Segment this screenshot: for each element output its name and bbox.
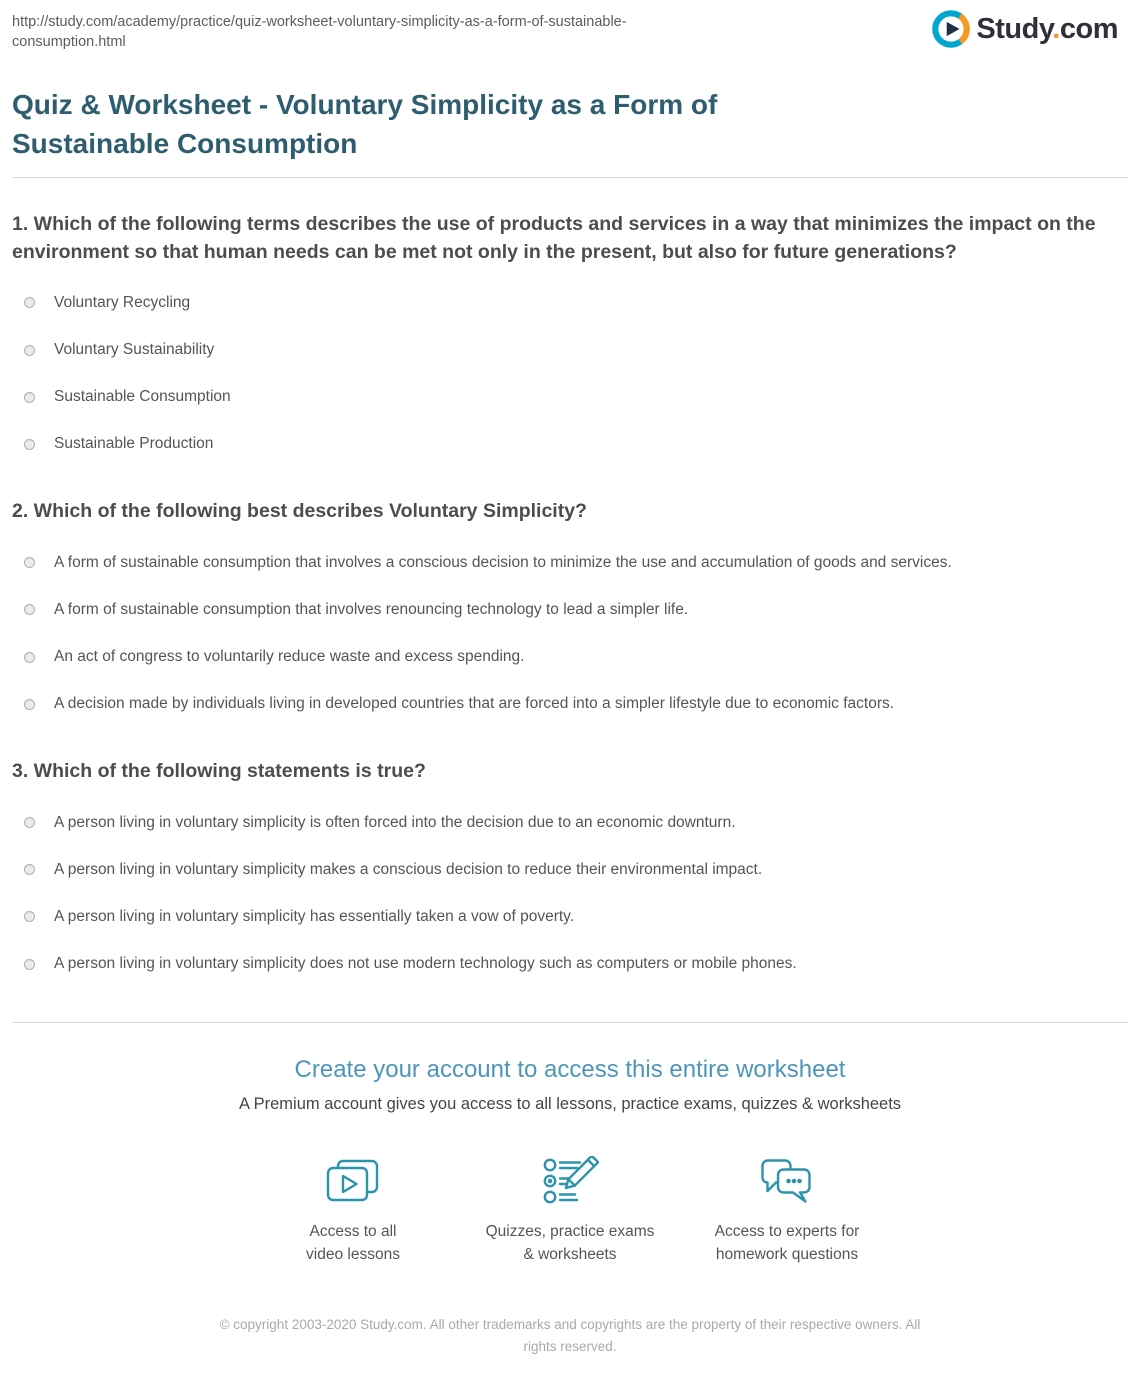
answer-option-label[interactable]: A person living in voluntary simplicity is often forced into the decision due to an economic downturn. <box>54 813 736 831</box>
answer-option[interactable] <box>24 293 1128 313</box>
premium-subheading: A Premium account gives you access to all lessons, practice exams, quizzes & worksheets <box>238 1095 902 1114</box>
radio-button[interactable] <box>24 864 35 875</box>
answer-option-label[interactable]: Sustainable Production <box>54 435 214 453</box>
answer-option-label[interactable]: A decision made by individuals living in developed countries that are forced into a simpler lifestyle due to economic factors. <box>54 695 895 713</box>
question-1-label: 1. Which of the following terms describes the use of products and services in a way that minimizes the impact on the environment so that human needs can be met not only in the present, but also for future generations? <box>12 213 1096 263</box>
answer-option-label[interactable]: A person living in voluntary simplicity does not use modern technology such as computers or mobile phones. <box>54 954 797 972</box>
answer-option-label[interactable]: A form of sustainable consumption that involves a conscious decision to minimize the use and accumulation of goods and services. <box>54 553 952 571</box>
answer-option[interactable] <box>24 553 1128 573</box>
page-title-line2: Sustainable Consumption <box>12 127 358 159</box>
answer-option[interactable] <box>24 387 1128 407</box>
feature-label-line2: homework questions <box>715 1245 859 1263</box>
answer-option-label[interactable]: Sustainable Consumption <box>54 388 231 406</box>
feature-label <box>470 1221 670 1266</box>
page-title-line1: Quiz & Worksheet - Voluntary Simplicity as a Form of <box>12 89 718 120</box>
page-title <box>12 86 1128 163</box>
question-2-label: 2. Which of the following best describes Voluntary Simplicity? <box>12 500 587 523</box>
answer-option[interactable] <box>24 434 1128 454</box>
radio-button[interactable] <box>24 652 35 663</box>
radio-button[interactable] <box>24 699 35 710</box>
question-2 <box>12 498 1128 714</box>
radio-button[interactable] <box>24 911 35 922</box>
create-account-section <box>12 1022 1128 1266</box>
answer-option-label[interactable]: A form of sustainable consumption that involves renouncing technology to lead a simpler life. <box>54 600 689 618</box>
answer-option[interactable] <box>24 813 1128 833</box>
video-lessons-icon <box>253 1152 453 1208</box>
copyright-text: © copyright 2003-2020 Study.com. All other trademarks and copyrights are the property of their respective owners. All rights reserved. <box>219 1317 921 1355</box>
logo-dot: . <box>1052 12 1060 45</box>
radio-button[interactable] <box>24 439 35 450</box>
feature-label-line1: Quizzes, practice exams <box>485 1223 655 1241</box>
answer-option-label[interactable]: An act of congress to voluntarily reduce waste and excess spending. <box>54 647 525 665</box>
feature-homework-experts <box>687 1152 887 1266</box>
feature-label-line2: & worksheets <box>523 1245 617 1263</box>
answer-option[interactable] <box>24 694 1128 714</box>
radio-button[interactable] <box>24 557 35 568</box>
question-3-label: 3. Which of the following statements is true? <box>12 760 426 783</box>
feature-quizzes-worksheets <box>470 1152 670 1266</box>
question-1 <box>12 211 1128 454</box>
page-footer <box>12 1314 1128 1359</box>
features-row <box>12 1152 1128 1266</box>
page-url <box>12 10 702 53</box>
feature-label-line2: video lessons <box>306 1245 400 1263</box>
answer-option-label[interactable]: A person living in voluntary simplicity has essentially taken a vow of poverty. <box>54 907 575 925</box>
answer-option-label[interactable]: A person living in voluntary simplicity makes a conscious decision to reduce their environmental impact. <box>54 860 763 878</box>
create-account-heading[interactable]: Create your account to access this entire worksheet <box>294 1056 846 1084</box>
studycom-play-icon <box>932 10 970 48</box>
quizzes-worksheets-icon <box>470 1152 670 1208</box>
feature-label-line1: Access to experts for <box>714 1223 860 1241</box>
answer-option[interactable] <box>24 647 1128 667</box>
radio-button[interactable] <box>24 297 35 308</box>
radio-button[interactable] <box>24 345 35 356</box>
feature-video-lessons <box>253 1152 453 1266</box>
logo-word-study: Study <box>976 12 1053 45</box>
studycom-logo[interactable] <box>932 10 1118 48</box>
feature-label <box>253 1221 453 1266</box>
radio-button[interactable] <box>24 817 35 828</box>
radio-button[interactable] <box>24 392 35 403</box>
page-url-line1: http://study.com/academy/practice/quiz-worksheet-voluntary-simplicity-as-a-form-of-sustainable- <box>12 14 627 30</box>
logo-word-com: com <box>1059 12 1118 45</box>
answer-option-label[interactable]: Voluntary Recycling <box>54 293 191 311</box>
experts-chat-icon <box>687 1152 887 1208</box>
radio-button[interactable] <box>24 959 35 970</box>
feature-label-line1: Access to all <box>309 1223 397 1241</box>
question-3 <box>12 758 1128 974</box>
page-header <box>12 10 1128 62</box>
answer-option-label[interactable]: Voluntary Sustainability <box>54 340 215 358</box>
title-divider <box>12 177 1128 178</box>
answer-option[interactable] <box>24 954 1128 974</box>
answer-option[interactable] <box>24 907 1128 927</box>
answer-option[interactable] <box>24 600 1128 620</box>
radio-button[interactable] <box>24 604 35 615</box>
studycom-logo-text <box>976 13 1118 46</box>
answer-option[interactable] <box>24 860 1128 880</box>
page-url-line2: consumption.html <box>12 34 126 51</box>
answer-option[interactable] <box>24 340 1128 360</box>
feature-label <box>687 1221 887 1266</box>
